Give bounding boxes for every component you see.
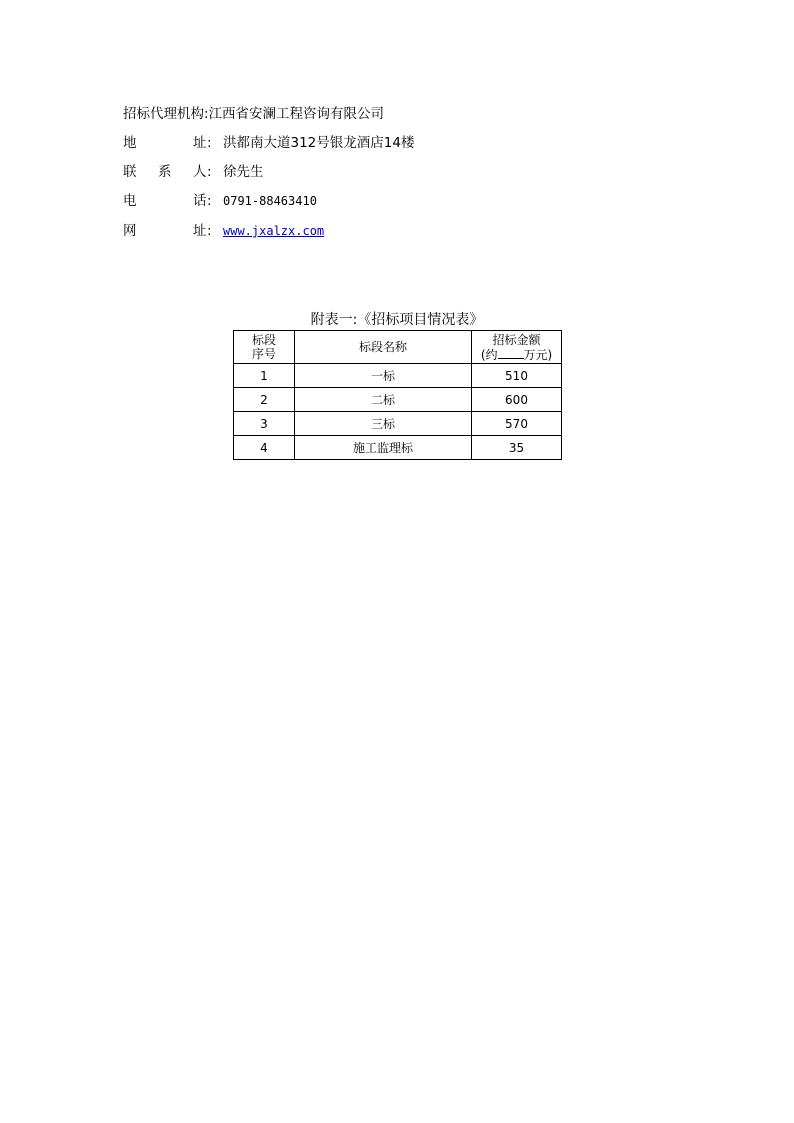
header-seq [234, 331, 295, 364]
table-row [234, 388, 562, 412]
phone-row [123, 191, 317, 211]
row-name: 施工监理标 [295, 436, 472, 460]
table-row [234, 364, 562, 388]
row-name: 一标 [295, 364, 472, 388]
address-label-char-2: 址 [193, 135, 207, 151]
row-seq: 2 [234, 388, 295, 412]
header-seq-line2: 序号 [251, 347, 276, 361]
row-amount: 510 [472, 364, 562, 388]
table-caption: 附表一:《招标项目情况表》 [310, 312, 484, 328]
table-header-row [234, 331, 562, 364]
website-colon: : [207, 223, 212, 239]
person-value: 徐先生 [223, 164, 264, 180]
address-colon: : [207, 135, 212, 151]
row-amount: 570 [472, 412, 562, 436]
header-amount-line1: 招标金额 [492, 332, 541, 347]
row-amount: 600 [472, 388, 562, 412]
header-amount-prefix: (约 [480, 347, 498, 362]
person-label-char-3: 人 [193, 164, 207, 180]
row-amount: 35 [472, 436, 562, 460]
address-label-char-1: 地 [123, 135, 137, 151]
person-label-char-1: 联 [123, 164, 137, 180]
row-seq: 4 [234, 436, 295, 460]
website-label-char-2: 址 [193, 223, 207, 239]
website-link[interactable]: www.jxalzx.com [223, 224, 325, 238]
phone-label-char-2: 话 [193, 193, 207, 209]
table-row [234, 412, 562, 436]
phone-label [123, 191, 223, 211]
header-amount-unit: 万元) [523, 347, 553, 362]
person-label [123, 162, 223, 182]
row-name: 三标 [295, 412, 472, 436]
website-label-char-1: 网 [123, 223, 137, 239]
address-label [123, 133, 223, 153]
person-colon: : [207, 164, 212, 180]
website-label [123, 221, 223, 241]
row-seq: 3 [234, 412, 295, 436]
header-seq-line1: 标段 [251, 333, 276, 347]
row-name: 二标 [295, 388, 472, 412]
bid-table [233, 330, 562, 460]
agency-value: 江西省安澜工程咨询有限公司 [208, 106, 385, 122]
header-amount-line2 [472, 347, 561, 362]
agency-colon: : [204, 106, 209, 122]
website-row [123, 221, 324, 241]
person-label-char-2: 系 [158, 164, 172, 180]
header-name: 标段名称 [295, 331, 472, 364]
agency-label: 招标代理机构 [123, 106, 204, 122]
table-row [234, 436, 562, 460]
agency-row [123, 104, 384, 124]
amount-blank-underline [498, 347, 524, 359]
header-amount [472, 331, 562, 364]
address-row [123, 133, 414, 153]
address-value: 洪都南大道312号银龙酒店14楼 [223, 135, 415, 151]
person-row [123, 162, 264, 182]
row-seq: 1 [234, 364, 295, 388]
phone-label-char-1: 电 [123, 193, 137, 209]
phone-colon: : [207, 193, 212, 209]
phone-value: 0791-88463410 [223, 194, 317, 208]
